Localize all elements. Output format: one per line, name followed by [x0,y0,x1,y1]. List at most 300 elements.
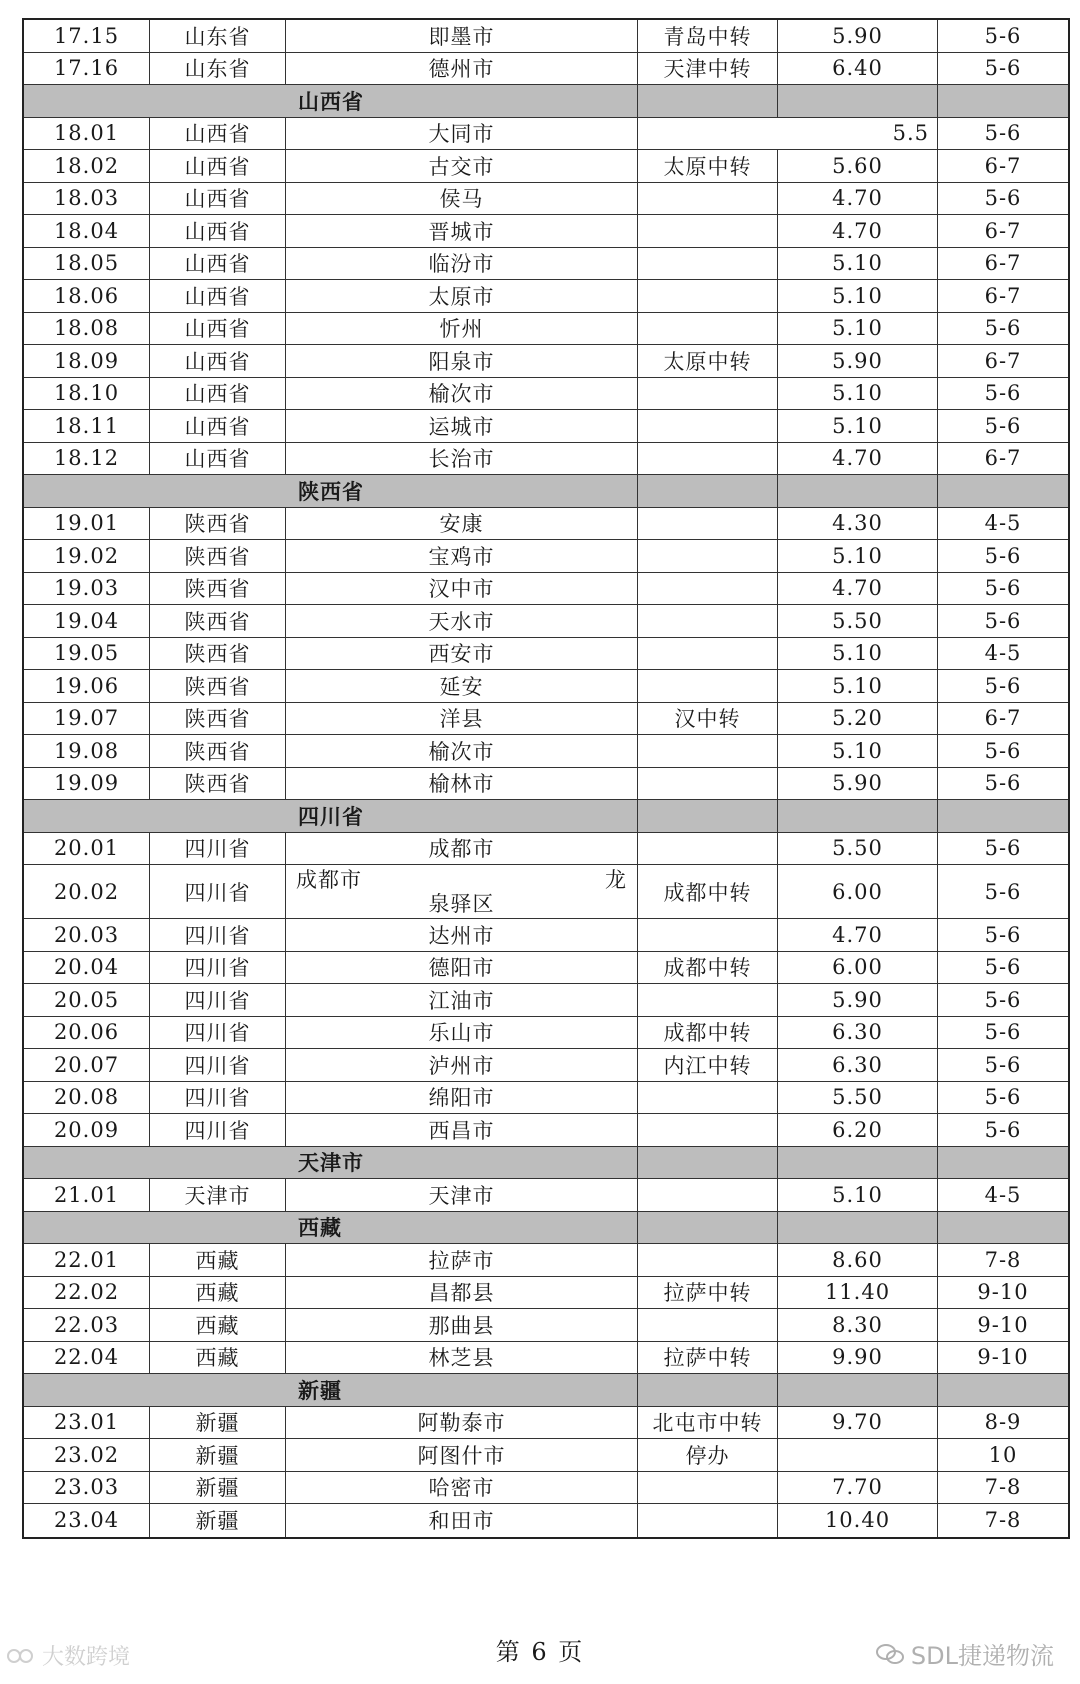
price-cell: 5.90 [778,20,938,52]
section-header-row [24,475,1068,508]
province-cell: 西藏 [150,1309,286,1341]
header-blank-cell [938,800,1068,832]
transfer-note [638,410,778,442]
section-title: 陕西省 [286,475,638,507]
price-cell: 5.5 [638,118,938,150]
price-cell: 5.10 [778,735,938,767]
table-row [24,1277,1068,1310]
transfer-note [638,215,778,247]
province-cell: 新疆 [150,1504,286,1537]
city-text: 成都市 [296,867,362,892]
serial-number: 22.03 [24,1309,150,1341]
transfer-note: 停办 [638,1439,778,1471]
table-row [24,638,1068,671]
transfer-note [638,1244,778,1276]
price-cell: 5.10 [778,1179,938,1211]
table-row [24,53,1068,86]
section-title: 新疆 [286,1374,638,1406]
delivery-days: 5-6 [984,879,1022,904]
watermark-left [6,1640,130,1671]
price-cell: 6.00 [778,865,938,918]
transfer-note [638,605,778,637]
city-cell: 汉中市 [286,573,638,605]
table-row [24,573,1068,606]
delivery-days: 6-7 [984,706,1022,731]
serial-number: 19.09 [24,768,150,800]
watermark-right [875,1636,1054,1671]
price-cell: 6.30 [778,1017,938,1049]
price-cell: 5.20 [778,703,938,735]
transfer-note: 内江中转 [638,1049,778,1081]
delivery-days: 6-7 [984,251,1022,276]
delivery-days: 5-6 [984,1085,1022,1110]
table-row [24,183,1068,216]
province-cell: 四川省 [150,1017,286,1049]
price-cell: 4.30 [778,508,938,540]
header-blank-cell [938,1374,1068,1406]
serial-number: 19.05 [24,638,150,670]
province-cell: 山西省 [150,248,286,280]
province-cell: 西藏 [150,1277,286,1309]
price-cell: 5.10 [778,248,938,280]
delivery-days: 5-6 [984,738,1022,763]
section-header-row [24,1147,1068,1180]
serial-number: 19.02 [24,540,150,572]
page-number: 第 6 页 [495,1638,585,1666]
city-cell: 天水市 [286,605,638,637]
delivery-days: 5-6 [984,771,1022,796]
table-row [24,215,1068,248]
serial-number: 19.03 [24,573,150,605]
delivery-days: 8-9 [984,1410,1022,1435]
transfer-note [638,833,778,865]
city-cell: 德阳市 [286,952,638,984]
table-row [24,1342,1068,1375]
table-row [24,605,1068,638]
city-cell: 江油市 [286,984,638,1016]
transfer-note: 汉中转 [638,703,778,735]
province-cell: 新疆 [150,1472,286,1504]
transfer-note [638,1309,778,1341]
table-row [24,248,1068,281]
price-cell: 5.10 [778,378,938,410]
transfer-note [638,735,778,767]
table-row [24,118,1068,151]
transfer-note [638,443,778,475]
serial-number: 20.06 [24,1017,150,1049]
header-blank-cell [24,1147,286,1179]
province-cell: 山西省 [150,345,286,377]
table-row [24,1439,1068,1472]
province-cell: 四川省 [150,952,286,984]
city-cell: 侯马 [286,183,638,215]
transfer-note [638,1179,778,1211]
city-cell: 昌都县 [286,1277,638,1309]
table-row [24,833,1068,866]
delivery-days: 5-6 [984,922,1022,947]
price-cell: 4.70 [778,183,938,215]
province-cell: 山西省 [150,443,286,475]
serial-number: 18.04 [24,215,150,247]
delivery-days: 9-10 [977,1280,1029,1305]
table-row [24,313,1068,346]
province-cell: 陕西省 [150,508,286,540]
province-cell: 西藏 [150,1342,286,1374]
city-cell: 洋县 [286,703,638,735]
serial-number: 23.04 [24,1504,150,1537]
city-cell: 天津市 [286,1179,638,1211]
serial-number: 20.04 [24,952,150,984]
transfer-note [638,670,778,702]
transfer-note [638,984,778,1016]
price-cell: 7.70 [778,1472,938,1504]
transfer-note [638,638,778,670]
table-row [24,1504,1068,1537]
province-cell: 陕西省 [150,735,286,767]
price-cell: 5.50 [778,605,938,637]
section-title: 山西省 [286,85,638,117]
delivery-days: 7-8 [984,1247,1022,1272]
delivery-days: 5-6 [984,1117,1022,1142]
table-row [24,150,1068,183]
serial-number: 18.01 [24,118,150,150]
city-cell: 阳泉市 [286,345,638,377]
header-blank-cell [638,1147,778,1179]
transfer-note [638,313,778,345]
city-cell: 林芝县 [286,1342,638,1374]
serial-number: 18.06 [24,280,150,312]
city-text: 龙 [605,867,627,892]
header-blank-cell [938,1147,1068,1179]
province-cell: 四川省 [150,1049,286,1081]
transfer-note [638,248,778,280]
serial-number: 18.02 [24,150,150,182]
table-row [24,345,1068,378]
price-cell: 5.10 [778,638,938,670]
delivery-days: 4-5 [984,641,1022,666]
delivery-days: 6-7 [984,283,1022,308]
serial-number: 23.02 [24,1439,150,1471]
serial-number: 19.08 [24,735,150,767]
city-cell: 泸州市 [286,1049,638,1081]
price-cell: 9.90 [778,1342,938,1374]
table-row [24,20,1068,53]
province-cell: 山西省 [150,378,286,410]
section-title: 天津市 [286,1147,638,1179]
wechat-icon [875,1643,905,1665]
transfer-note: 北屯市中转 [638,1407,778,1439]
price-cell: 4.70 [778,215,938,247]
delivery-days: 9-10 [977,1312,1029,1337]
serial-number: 18.09 [24,345,150,377]
table-row [24,984,1068,1017]
price-cell: 8.60 [778,1244,938,1276]
serial-number: 20.08 [24,1082,150,1114]
delivery-days: 4-5 [984,1182,1022,1207]
province-cell: 四川省 [150,865,286,918]
table-row [24,1114,1068,1147]
delivery-days: 5-6 [984,1052,1022,1077]
delivery-days: 5-6 [984,1020,1022,1045]
city-cell: 西安市 [286,638,638,670]
serial-number: 18.08 [24,313,150,345]
city-cell: 拉萨市 [286,1244,638,1276]
city-cell: 安康 [286,508,638,540]
delivery-days: 7-8 [984,1508,1022,1533]
delivery-days: 6-7 [984,348,1022,373]
serial-number: 20.03 [24,919,150,951]
province-cell: 陕西省 [150,768,286,800]
header-blank-cell [24,1374,286,1406]
price-cell: 6.30 [778,1049,938,1081]
delivery-days: 5-6 [984,381,1022,406]
delivery-days: 5-6 [984,608,1022,633]
city-cell [286,865,638,918]
table-row [24,865,1068,919]
delivery-days: 5-6 [984,543,1022,568]
province-cell: 陕西省 [150,540,286,572]
province-cell: 天津市 [150,1179,286,1211]
table-row [24,1407,1068,1440]
header-blank-cell [24,85,286,117]
city-cell: 哈密市 [286,1472,638,1504]
table-row [24,670,1068,703]
table-row [24,1017,1068,1050]
city-cell: 成都市 [286,833,638,865]
table-row [24,952,1068,985]
watermark-left-text: 大数跨境 [42,1645,131,1670]
header-blank-cell [638,800,778,832]
serial-number: 18.10 [24,378,150,410]
price-cell: 5.10 [778,280,938,312]
province-cell: 四川省 [150,919,286,951]
delivery-days: 5-6 [984,987,1022,1012]
table-row [24,768,1068,801]
serial-number: 18.11 [24,410,150,442]
city-cell: 古交市 [286,150,638,182]
table-row [24,1472,1068,1505]
delivery-days: 5-6 [984,576,1022,601]
serial-number: 19.04 [24,605,150,637]
section-title: 西藏 [286,1212,638,1244]
section-title: 四川省 [286,800,638,832]
delivery-days: 5-6 [984,23,1022,48]
price-cell: 8.30 [778,1309,938,1341]
delivery-days: 9-10 [977,1345,1029,1370]
city-cell: 运城市 [286,410,638,442]
table-row [24,378,1068,411]
serial-number: 17.16 [24,53,150,85]
city-cell: 乐山市 [286,1017,638,1049]
table-row [24,919,1068,952]
price-cell: 5.60 [778,150,938,182]
delivery-days: 5-6 [984,955,1022,980]
serial-number: 20.07 [24,1049,150,1081]
serial-number: 18.03 [24,183,150,215]
table-row [24,1179,1068,1212]
delivery-days: 5-6 [984,186,1022,211]
price-cell: 10.40 [778,1504,938,1537]
transfer-note: 拉萨中转 [638,1342,778,1374]
delivery-days: 5-6 [984,316,1022,341]
transfer-note [638,1114,778,1146]
table-row [24,1082,1068,1115]
province-cell: 山西省 [150,150,286,182]
price-cell: 5.10 [778,410,938,442]
province-cell: 山西省 [150,183,286,215]
transfer-note: 成都中转 [638,1017,778,1049]
city-text: 泉驿区 [428,891,495,916]
price-cell: 9.70 [778,1407,938,1439]
header-blank-cell [778,85,938,117]
header-blank-cell [638,1212,778,1244]
section-header-row [24,800,1068,833]
delivery-days: 6-7 [984,446,1022,471]
transfer-note [638,280,778,312]
city-cell: 长治市 [286,443,638,475]
city-cell: 西昌市 [286,1114,638,1146]
header-blank-cell [938,475,1068,507]
price-cell: 6.40 [778,53,938,85]
city-cell: 晋城市 [286,215,638,247]
delivery-days: 6-7 [984,153,1022,178]
province-cell: 陕西省 [150,638,286,670]
province-cell: 四川省 [150,1114,286,1146]
city-cell: 宝鸡市 [286,540,638,572]
city-cell: 榆林市 [286,768,638,800]
header-blank-cell [778,800,938,832]
table-row [24,703,1068,736]
table-row [24,735,1068,768]
transfer-note [638,540,778,572]
province-cell: 四川省 [150,1082,286,1114]
province-cell: 陕西省 [150,670,286,702]
price-cell [778,1439,938,1471]
transfer-note: 天津中转 [638,53,778,85]
watermark-right-text: SDL捷递物流 [910,1642,1054,1670]
serial-number: 18.12 [24,443,150,475]
price-cell: 4.70 [778,919,938,951]
province-cell: 新疆 [150,1407,286,1439]
delivery-days: 5-6 [984,121,1022,146]
delivery-days: 6-7 [984,218,1022,243]
transfer-note [638,1082,778,1114]
header-blank-cell [778,475,938,507]
city-cell: 榆次市 [286,378,638,410]
transfer-note [638,508,778,540]
serial-number: 19.01 [24,508,150,540]
header-blank-cell [778,1374,938,1406]
rate-table [22,18,1070,1539]
price-cell: 5.10 [778,540,938,572]
transfer-note [638,1472,778,1504]
serial-number: 20.01 [24,833,150,865]
transfer-note [638,378,778,410]
table-row [24,508,1068,541]
table-row [24,1244,1068,1277]
price-cell: 6.20 [778,1114,938,1146]
city-cell: 那曲县 [286,1309,638,1341]
price-cell: 5.50 [778,833,938,865]
table-row [24,280,1068,313]
serial-number: 20.09 [24,1114,150,1146]
price-cell: 5.10 [778,313,938,345]
serial-number: 19.07 [24,703,150,735]
serial-number: 23.01 [24,1407,150,1439]
table-row [24,1049,1068,1082]
price-cell: 5.90 [778,984,938,1016]
city-cell: 太原市 [286,280,638,312]
province-cell: 陕西省 [150,703,286,735]
province-cell: 西藏 [150,1244,286,1276]
logo-icon [6,1645,36,1667]
serial-number: 20.02 [24,865,150,918]
city-cell: 绵阳市 [286,1082,638,1114]
header-blank-cell [638,85,778,117]
delivery-days: 5-6 [984,413,1022,438]
table-row [24,443,1068,476]
city-cell: 临汾市 [286,248,638,280]
city-cell: 阿勒泰市 [286,1407,638,1439]
serial-number: 21.01 [24,1179,150,1211]
delivery-days: 5-6 [984,56,1022,81]
price-cell: 5.90 [778,768,938,800]
price-cell: 6.00 [778,952,938,984]
province-cell: 山东省 [150,53,286,85]
price-cell: 4.70 [778,573,938,605]
serial-number: 18.05 [24,248,150,280]
section-header-row [24,85,1068,118]
province-cell: 新疆 [150,1439,286,1471]
serial-number: 22.02 [24,1277,150,1309]
city-cell: 德州市 [286,53,638,85]
price-cell: 4.70 [778,443,938,475]
delivery-days: 4-5 [984,511,1022,536]
section-header-row [24,1212,1068,1245]
city-cell: 阿图什市 [286,1439,638,1471]
serial-number: 23.03 [24,1472,150,1504]
province-cell: 山西省 [150,118,286,150]
city-cell: 和田市 [286,1504,638,1537]
header-blank-cell [24,800,286,832]
delivery-days: 7-8 [984,1475,1022,1500]
transfer-note [638,1504,778,1537]
header-blank-cell [638,475,778,507]
table-row [24,540,1068,573]
province-cell: 陕西省 [150,605,286,637]
transfer-note: 青岛中转 [638,20,778,52]
transfer-note [638,919,778,951]
serial-number: 22.04 [24,1342,150,1374]
serial-number: 22.01 [24,1244,150,1276]
table-row [24,1309,1068,1342]
header-blank-cell [24,475,286,507]
header-blank-cell [938,1212,1068,1244]
province-cell: 山东省 [150,20,286,52]
transfer-note: 太原中转 [638,345,778,377]
province-cell: 山西省 [150,215,286,247]
header-blank-cell [778,1212,938,1244]
header-blank-cell [778,1147,938,1179]
city-cell: 达州市 [286,919,638,951]
transfer-note [638,768,778,800]
province-cell: 四川省 [150,833,286,865]
transfer-note [638,183,778,215]
delivery-days: 5-6 [984,836,1022,861]
header-blank-cell [938,85,1068,117]
city-cell: 即墨市 [286,20,638,52]
transfer-note: 成都中转 [638,952,778,984]
